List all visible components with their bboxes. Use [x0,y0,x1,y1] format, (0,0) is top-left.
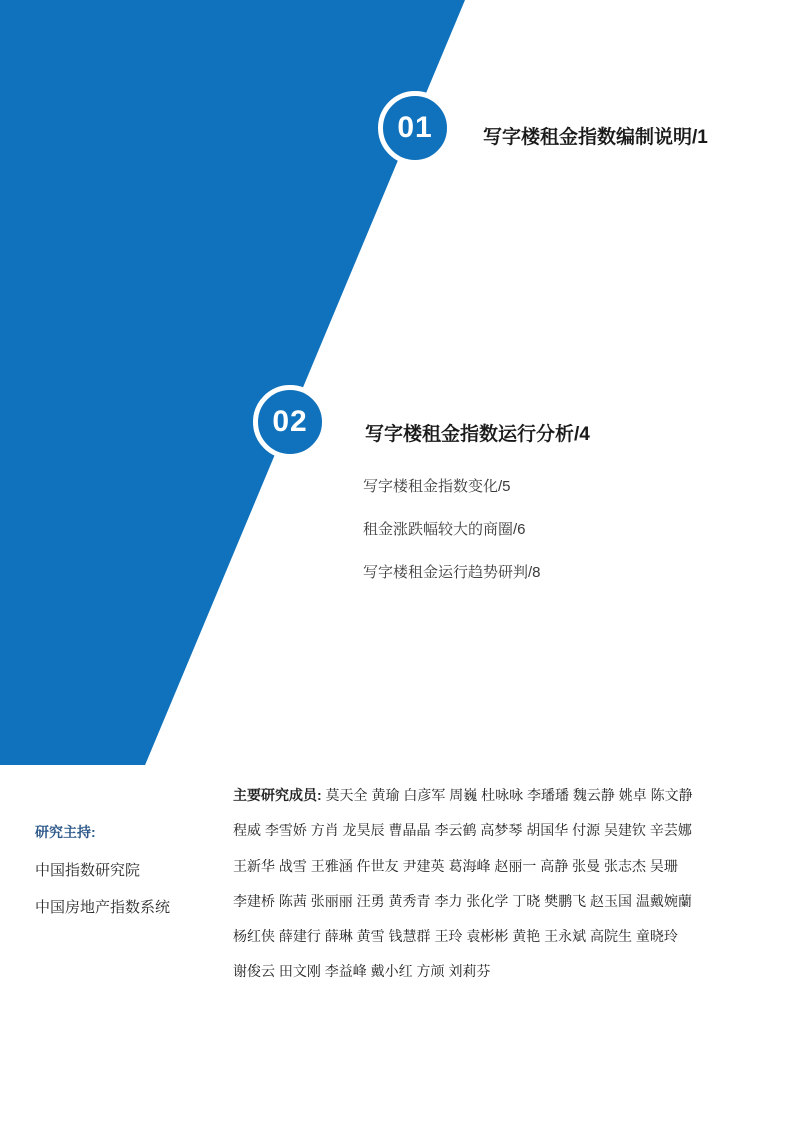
members-line: 王新华 战雪 王雅涵 仵世友 尹建英 葛海峰 赵丽一 高静 张曼 张志杰 吴珊 [233,857,678,874]
research-lead-block [35,822,225,933]
section-01-number-badge: 01 [378,91,452,165]
research-members-block [233,778,723,990]
section-02-number-badge: 02 [253,385,327,459]
members-line: 谢俊云 田文刚 李益峰 戴小红 方颃 刘莉芬 [233,963,491,980]
members-line: 李建桥 陈茜 张丽丽 汪勇 黄秀青 李力 张化学 丁晓 樊鹏飞 赵玉国 温戴婉蘭 [233,892,692,909]
toc-link-section-01[interactable]: 写字楼租金指数编制说明/1 [483,127,708,148]
members-line: 杨红侠 薛建行 薛琳 黄雪 钱慧群 王玲 袁彬彬 黄艳 王永斌 高院生 童晓玲 [233,928,678,945]
toc-link-section-02[interactable]: 写字楼租金指数运行分析/4 [365,424,590,445]
members-line [233,778,723,813]
members-names: 莫天全 黄瑜 白彦军 周巍 杜咏咏 李璠璠 魏云静 姚卓 陈文静 [321,787,693,803]
research-lead-org-1: 中国指数研究院 [35,862,141,879]
section-02-subitems [363,477,541,606]
members-label: 主要研究成员: [233,787,322,803]
members-line: 程威 李雪娇 方肖 龙昊辰 曹晶晶 李云鹤 高梦琴 胡国华 付源 吴建钦 辛芸娜 [233,822,692,839]
research-lead-label: 研究主持: [35,824,96,840]
toc-link-subitem-districts[interactable]: 租金涨跌幅较大的商圈/6 [363,521,526,538]
research-lead-org-2: 中国房地产指数系统 [35,899,171,916]
toc-link-subitem-index-change[interactable]: 写字楼租金指数变化/5 [363,478,511,495]
toc-link-subitem-trend[interactable]: 写字楼租金运行趋势研判/8 [363,564,541,581]
